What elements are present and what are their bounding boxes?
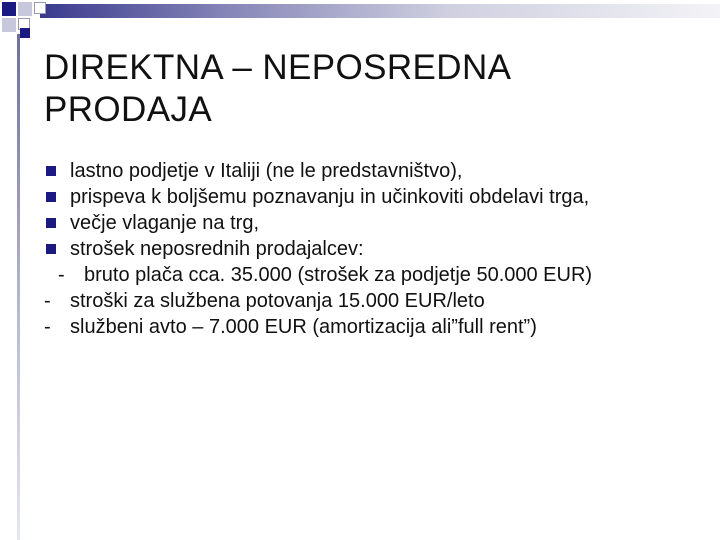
square-bullet-icon bbox=[46, 166, 56, 176]
list-item bbox=[44, 288, 684, 314]
list-item-text: strošek neposrednih prodajalcev: bbox=[70, 238, 364, 260]
corner-square bbox=[2, 2, 16, 16]
dash-bullet: - bbox=[44, 316, 51, 338]
corner-square bbox=[18, 2, 32, 16]
list-item-text: službeni avto – 7.000 EUR (amortizacija ali”full rent”) bbox=[70, 316, 537, 338]
list-item-text: bruto plača cca. 35.000 (strošek za podjetje 50.000 EUR) bbox=[84, 264, 593, 286]
header-gradient-band bbox=[40, 4, 720, 18]
list-item bbox=[44, 158, 684, 184]
list-item bbox=[44, 314, 684, 340]
corner-square bbox=[2, 18, 16, 32]
corner-squares-decoration bbox=[0, 0, 48, 40]
list-item-text: prispeva k boljšemu poznavanju in učinkoviti obdelavi trga, bbox=[70, 186, 590, 208]
dash-bullet: - bbox=[44, 290, 51, 312]
list-item bbox=[44, 262, 684, 288]
square-bullet-icon bbox=[46, 218, 56, 228]
slide-title: DIREKTNA – NEPOSREDNA PRODAJA bbox=[44, 48, 510, 129]
left-vertical-rule bbox=[17, 34, 20, 540]
square-bullet-icon bbox=[46, 244, 56, 254]
list-item bbox=[44, 210, 684, 236]
list-item bbox=[44, 184, 684, 210]
dash-bullet: - bbox=[58, 264, 65, 286]
list-item-text: stroški za službena potovanja 15.000 EUR/leto bbox=[70, 290, 485, 312]
square-bullet-icon bbox=[46, 192, 56, 202]
corner-square bbox=[20, 28, 30, 38]
list-item bbox=[44, 236, 684, 262]
bullet-list bbox=[44, 158, 684, 340]
corner-square bbox=[34, 2, 46, 14]
list-item-text: večje vlaganje na trg, bbox=[70, 212, 260, 234]
list-item-text: lastno podjetje v Italiji (ne le predstavništvo), bbox=[70, 160, 463, 182]
